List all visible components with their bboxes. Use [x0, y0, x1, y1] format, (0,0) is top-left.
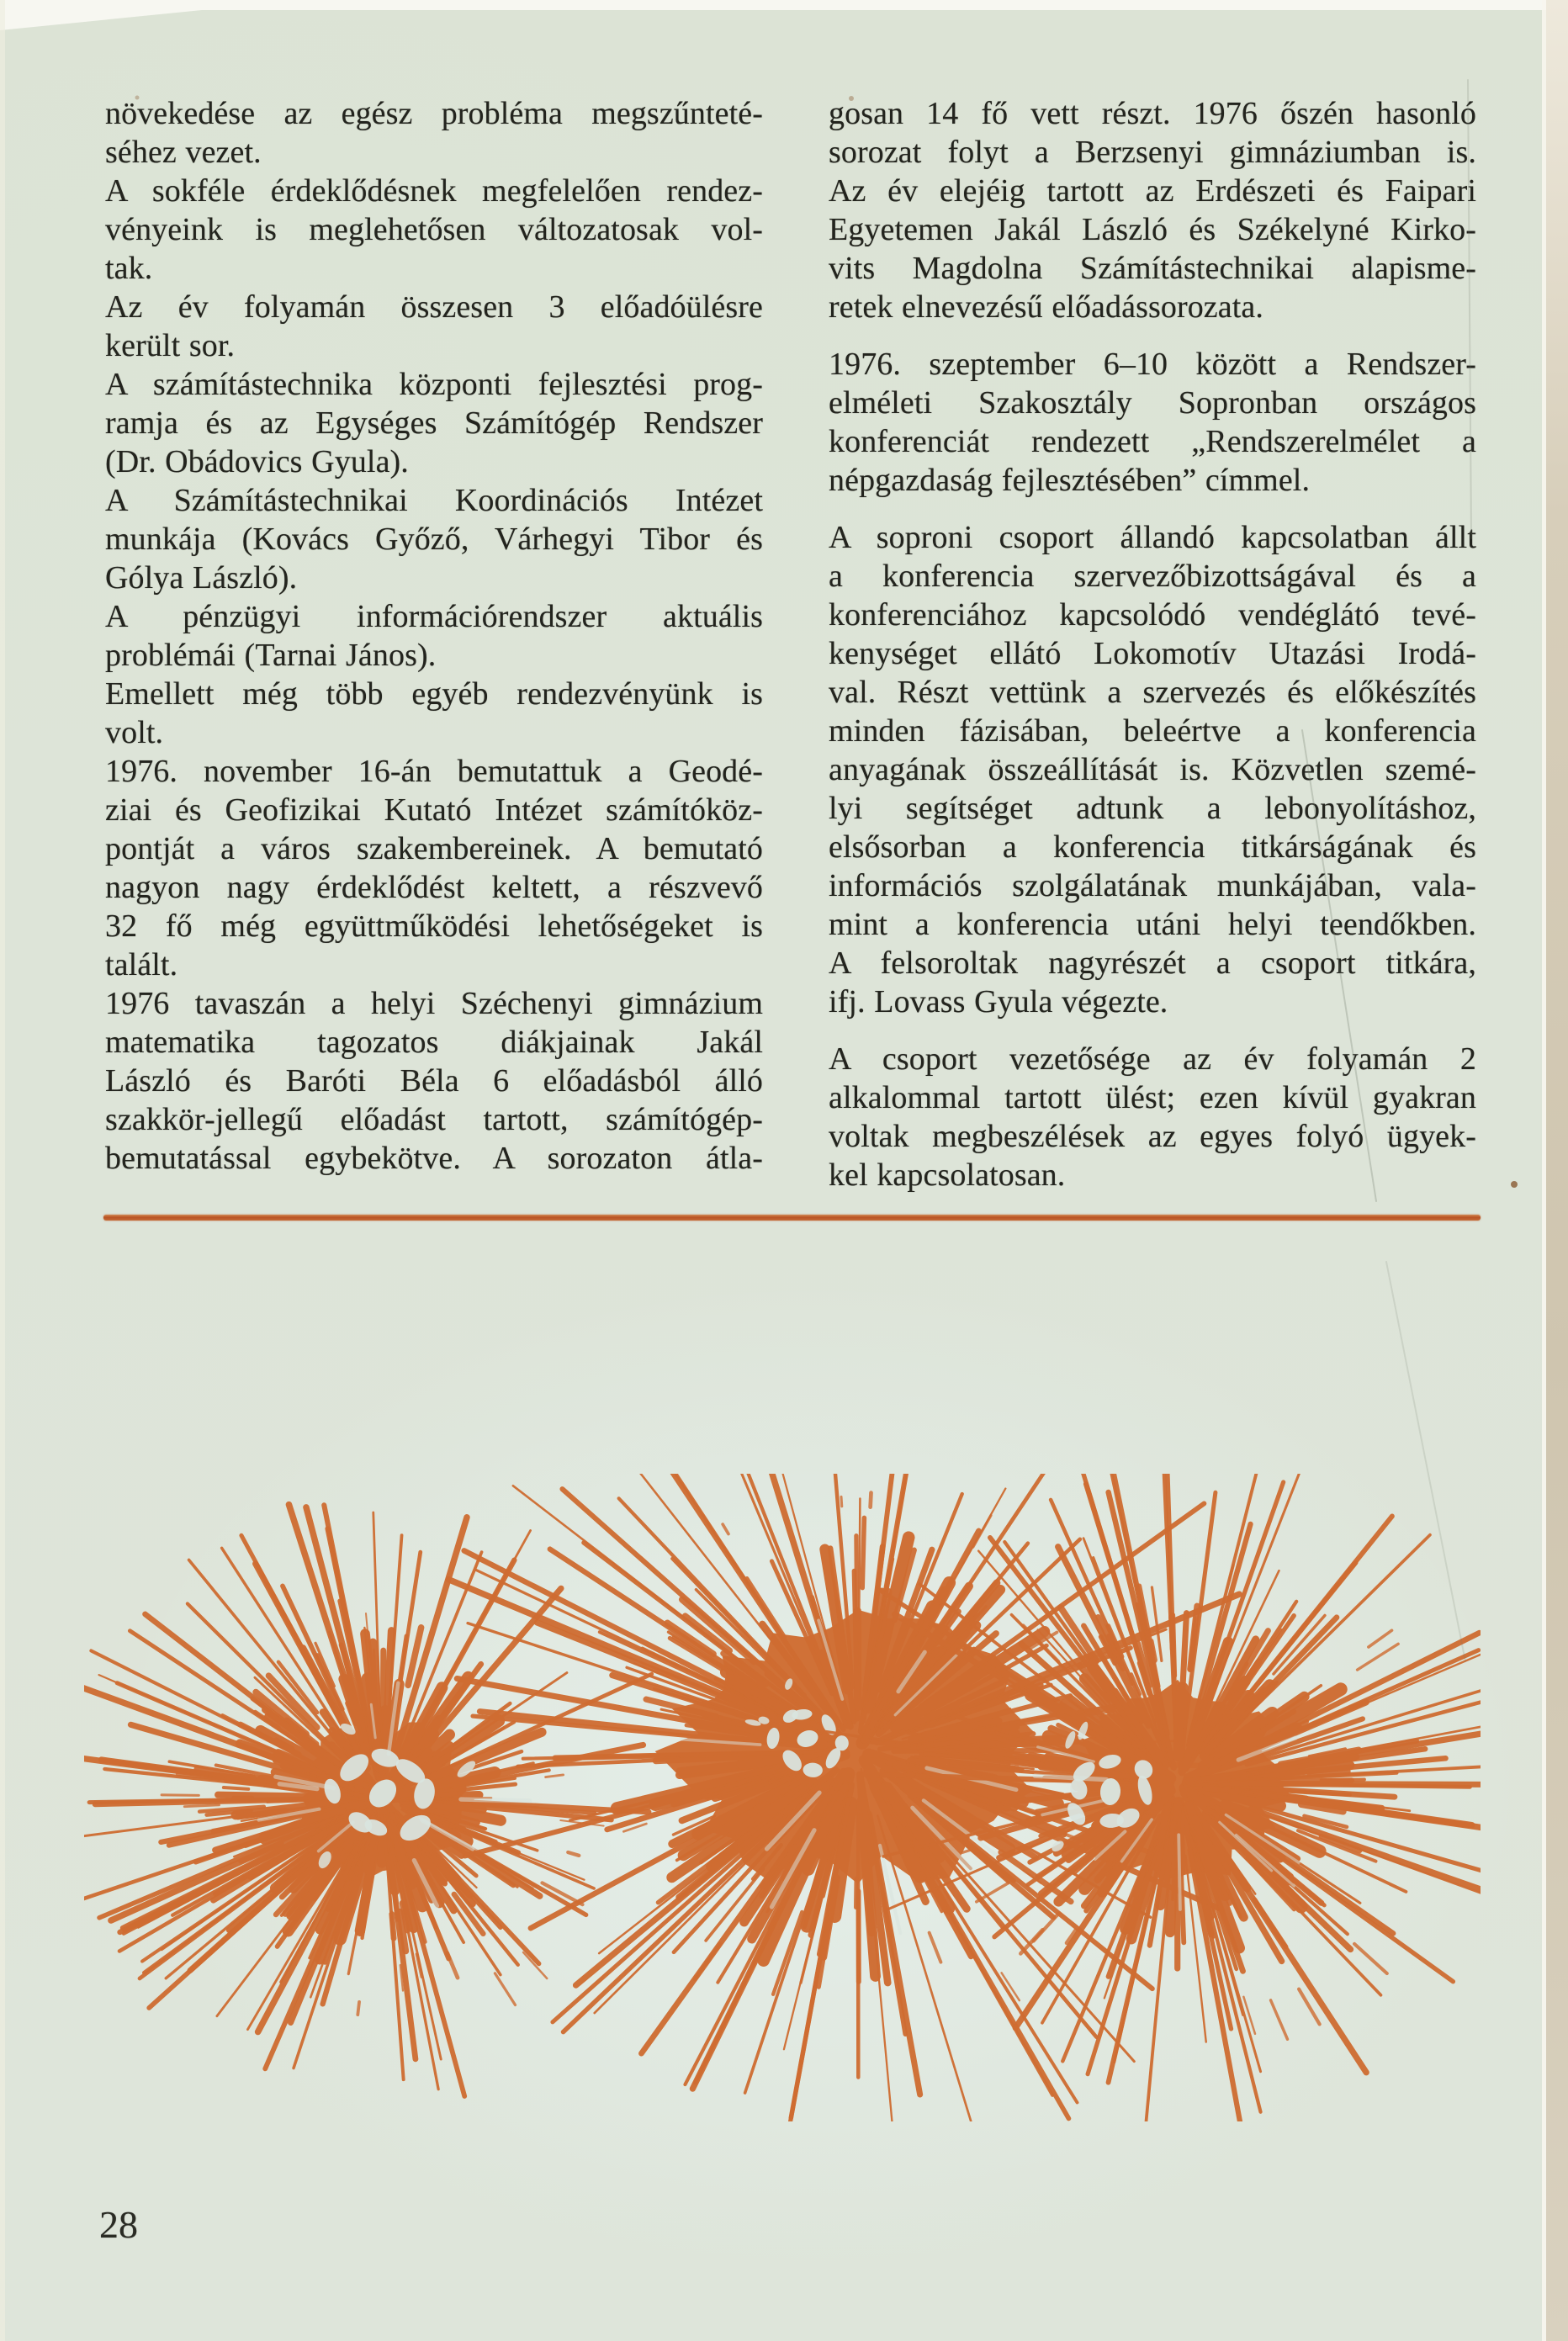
text-line: kenységet ellátó Lokomotív Utazási Irodá- — [829, 636, 1476, 671]
text-line: problémái (Tarnai János). — [105, 638, 437, 673]
text-line: nagyon nagy érdeklődést keltett, a részvevő — [105, 870, 763, 905]
scan-corner-wedge — [0, 0, 303, 30]
paragraph — [105, 94, 763, 172]
text-line: matematika tagozatos diákjainak Jakál — [105, 1025, 763, 1060]
paragraph — [105, 172, 763, 288]
scan-edge-right — [1546, 0, 1568, 2341]
text-line: séhez vezet. — [105, 135, 262, 170]
text-line: lyi segítséget adtunk a lebonyolításhoz, — [829, 791, 1476, 826]
paragraph — [829, 94, 1476, 326]
paragraph — [105, 288, 763, 365]
text-line: 1976. szeptember 6–10 között a Rendszer- — [829, 347, 1476, 382]
text-line: Egyetemen Jakál László és Székelyné Kirko- — [829, 212, 1476, 247]
text-line: került sor. — [105, 328, 236, 363]
text-line: A Számítástechnikai Koordinációs Intézet — [105, 483, 763, 518]
text-line: Gólya László). — [105, 560, 298, 596]
text-line: A csoport vezetősége az év folyamán 2 — [829, 1041, 1476, 1077]
paragraph — [105, 365, 763, 481]
text-line: növekedése az egész probléma megszűnteté- — [105, 96, 763, 131]
scan-edge-left — [0, 0, 5, 2341]
text-line: tak. — [105, 251, 153, 286]
text-line: vényeink is meglehetősen változatosak vol- — [105, 212, 763, 247]
text-line: 1976. november 16-án bemutattuk a Geodé- — [105, 754, 763, 789]
text-line: anyagának összeállítását is. Közvetlen szemé- — [829, 752, 1476, 787]
text-line: retek elnevezésű előadássorozata. — [829, 289, 1263, 325]
text-line: (Dr. Obádovics Gyula). — [105, 444, 409, 479]
text-line: A pénzügyi információrendszer aktuális — [105, 599, 763, 634]
text-line: ifj. Lovass Gyula végezte. — [829, 984, 1168, 1020]
text-line: vits Magdolna Számítástechnikai alapisme- — [829, 251, 1476, 286]
text-line: László és Baróti Béla 6 előadásból álló — [105, 1063, 763, 1099]
text-line: pontját a város szakembereinek. A bemutató — [105, 831, 763, 866]
paragraph — [105, 597, 763, 675]
paragraph — [829, 1040, 1476, 1194]
text-line: kel kapcsolatosan. — [829, 1157, 1066, 1193]
article-column-left — [105, 94, 763, 1178]
text-line: A soproni csoport állandó kapcsolatban állt — [829, 520, 1476, 555]
text-line: gosan 14 fő vett részt. 1976 őszén hasonló — [829, 96, 1476, 131]
text-line: konferenciát rendezett „Rendszerelmélet a — [829, 424, 1476, 459]
text-line: alkalommal tartott ülést; ezen kívül gyakran — [829, 1080, 1476, 1115]
text-line: ziai és Geofizikai Kutató Intézet számítóköz- — [105, 792, 763, 828]
paragraph — [829, 345, 1476, 500]
text-line: szakkör-jellegű előadást tartott, számítógép- — [105, 1102, 763, 1137]
text-line: sorozat folyt a Berzsenyi gimnáziumban is. — [829, 135, 1476, 170]
text-line: volt. — [105, 715, 164, 750]
article-column-right — [829, 94, 1476, 1194]
text-line: ramja és az Egységes Számítógép Rendszer — [105, 405, 763, 441]
text-line: a konferencia szervezőbizottságával és a — [829, 559, 1476, 594]
paragraph — [105, 481, 763, 597]
text-line: Az év elejéig tartott az Erdészeti és Faipari — [829, 173, 1476, 209]
text-line: munkája (Kovács Győző, Várhegyi Tibor és — [105, 522, 763, 557]
text-line: A sokféle érdeklődésnek megfelelően rendez- — [105, 173, 763, 209]
paragraph — [829, 518, 1476, 1021]
text-line: Az év folyamán összesen 3 előadóülésre — [105, 289, 763, 325]
text-line: népgazdaság fejlesztésében” címmel. — [829, 463, 1311, 498]
text-line: voltak megbeszélések az egyes folyó ügyek- — [829, 1119, 1476, 1154]
starburst-artwork — [84, 1474, 1481, 2121]
text-line: A számítástechnika központi fejlesztési prog- — [105, 367, 763, 402]
text-line: Emellett még több egyéb rendezvényünk is — [105, 676, 763, 712]
section-divider-rule — [103, 1215, 1481, 1221]
text-line: 1976 tavaszán a helyi Széchenyi gimnázium — [105, 986, 763, 1021]
text-line: konferenciához kapcsolódó vendéglátó tevé- — [829, 597, 1476, 633]
text-line: val. Részt vettünk a szervezés és előkészítés — [829, 675, 1476, 710]
text-line: elméleti Szakosztály Sopronban országos — [829, 385, 1476, 421]
text-line: 32 fő még együttműködési lehetőségeket is — [105, 908, 763, 944]
paragraph — [105, 675, 763, 752]
page-number: 28 — [99, 2203, 138, 2246]
text-line: mint a konferencia utáni helyi teendőkben. — [829, 907, 1476, 942]
text-line: információs szolgálatának munkájában, vala- — [829, 868, 1476, 903]
text-line: minden fázisában, beleértve a konferencia — [829, 713, 1476, 749]
text-line: bemutatással egybekötve. A sorozaton átla- — [105, 1141, 763, 1176]
text-line: elsősorban a konferencia titkárságának és — [829, 829, 1476, 865]
paragraph — [105, 752, 763, 984]
text-line: talált. — [105, 947, 178, 982]
paragraph — [105, 984, 763, 1178]
text-line: A felsoroltak nagyrészét a csoport titkára, — [829, 945, 1476, 981]
